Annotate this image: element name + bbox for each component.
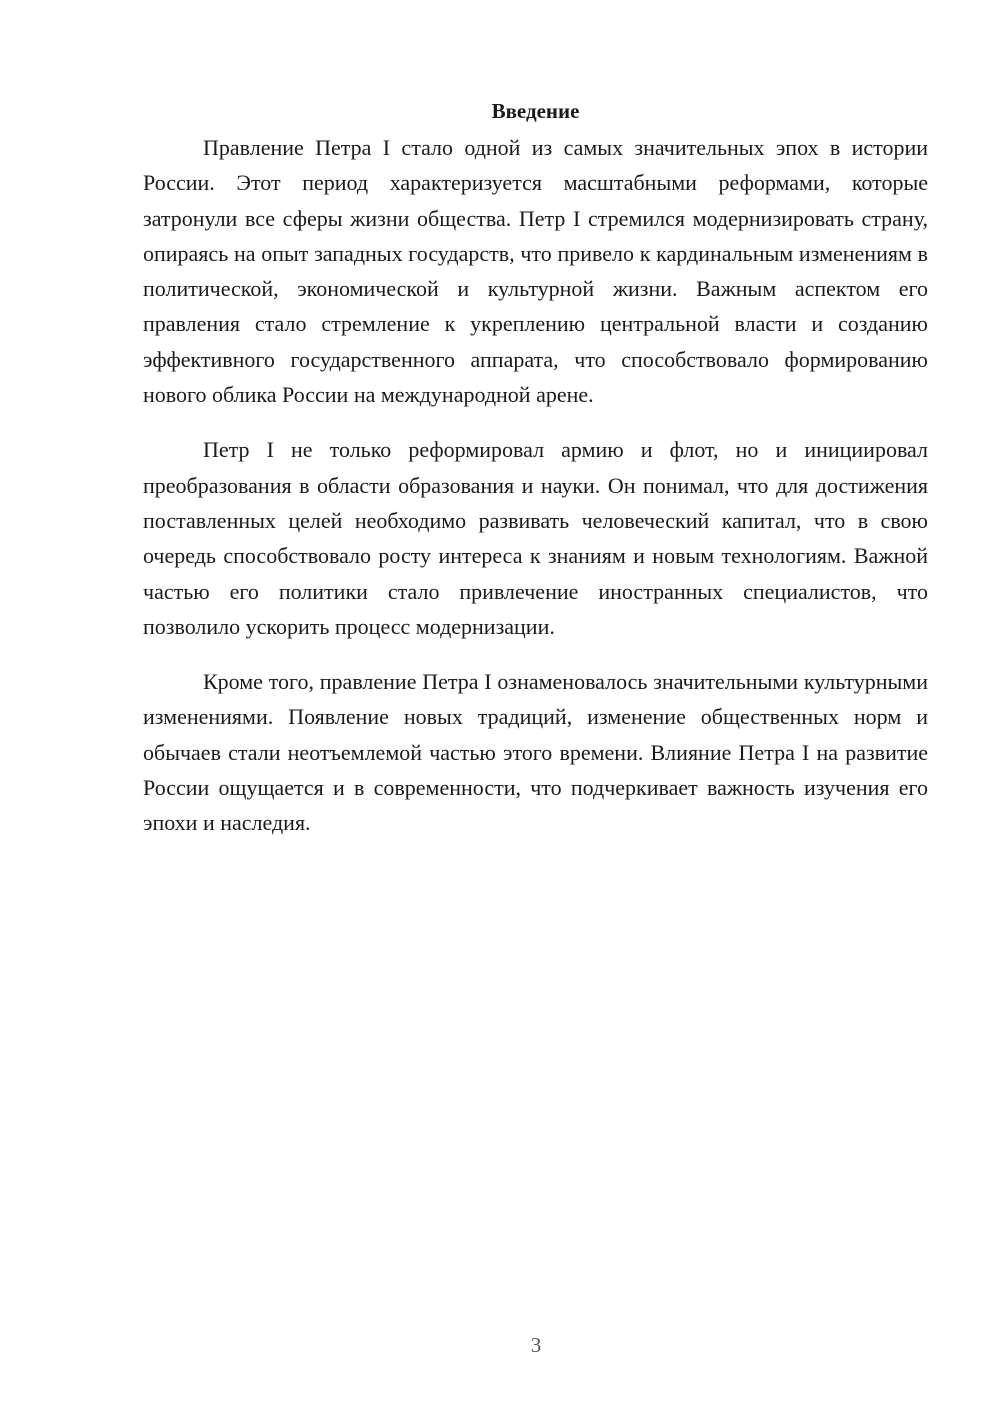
page-content (143, 96, 928, 861)
section-title: Введение (491, 99, 580, 123)
paragraph-1: Правление Петра I стало одной из самых значительных эпох в истории России. Этот период характеризуется масштабными реформами, которые затронули все сферы жизни общества. Петр I стремился модернизировать страну, опираясь на опыт западных государств, что привело к кардинальным изменениям в политической, экономической и культурной жизни. Важным аспектом его правления стало стремление к укреплению центральной власти и созданию эффективного государственного аппарата, что способствовало формированию нового облика России на международной арене. (143, 135, 928, 408)
paragraph-3: Кроме того, правление Петра I ознаменовалось значительными культурными изменениями. Появление новых традиций, изменение общественных норм и обычаев стали неотъемлемой частью этого времени. Влияние Петра I на развитие России ощущается и в современности, что подчеркивает важность изучения его эпохи и наследия. (143, 669, 928, 836)
paragraph-2: Петр I не только реформировал армию и флот, но и инициировал преобразования в области образования и науки. Он понимал, что для достижения поставленных целей необходимо развивать человеческий капитал, что в свою очередь способствовало росту интереса к знаниям и новым технологиям. Важной частью его политики стало привлечение иностранных специалистов, что позволило ускорить процесс модернизации. (143, 437, 928, 639)
page-number: 3 (530, 1333, 542, 1357)
